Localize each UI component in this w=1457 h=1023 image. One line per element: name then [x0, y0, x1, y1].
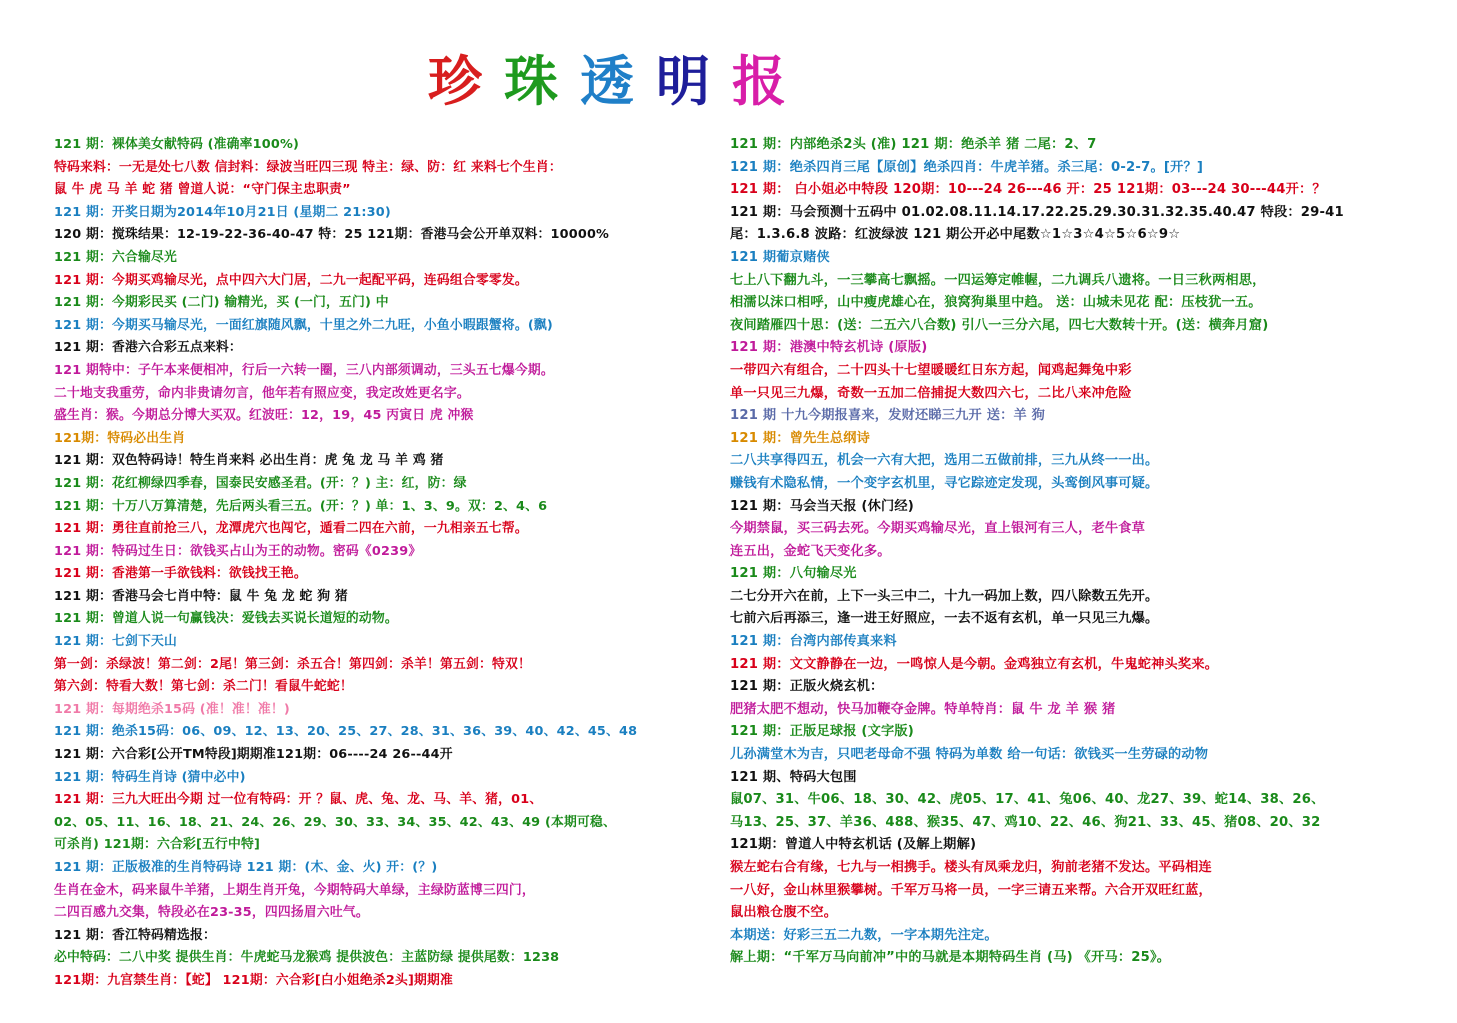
text-line: 121 期：六合输尽光 — [54, 249, 177, 265]
text-line: 单一只见三九爆，奇数一五加二倍捕捉大数四六七，二比八来冲危险 — [730, 385, 1132, 401]
text-line: 二十地支我重劳，命内非贵请勿言，他年若有照应变，我定改姓更名字。 — [54, 385, 470, 401]
text-line: 121 期：绝杀15码：06、09、12、13、20、25、27、28、31、36、39、40、42、45、48 — [54, 724, 638, 740]
text-line: 121 期特中：子午本来便相冲，行后一六转一圈，三八内部须调动，三头五七爆今期。 — [54, 362, 554, 378]
text-line: 121 期：香江特码精选报： — [54, 927, 216, 943]
text-line: 121 期：特码生肖诗 (猜中必中) — [54, 769, 246, 785]
title-char: 珍 — [428, 49, 482, 113]
text-line: 121 期：曾道人说一句赢钱决：爱钱去买说长道短的动物。 — [54, 611, 398, 627]
text-line: 121 期：香港六合彩五点来料： — [54, 340, 242, 356]
text-line: 连五出，金蛇飞天变化多。 — [730, 543, 891, 559]
text-line: 121 期：开奖日期为2014年10月21日 (星期二 21:30) — [54, 204, 391, 220]
text-line: 儿孙满堂木为吉，只吧老母命不强 特码为单数 给一句话：欲钱买一生劳碌的动物 — [730, 747, 1209, 763]
text-line: 121 期：十万八万算清楚，先后两头看三五。(开：？) 单：1、3、9。双：2、4、6 — [54, 498, 548, 514]
page-title — [428, 48, 808, 118]
text-line: 121 期：马会当天报 (休门经) — [730, 498, 915, 514]
text-line: 赚钱有术隐私情，一个变字玄机里，寻它踪迹定发现，头鸾倒风事可疑。 — [730, 475, 1159, 491]
text-line: 02、05、11、16、18、21、24、26、29、30、33、34、35、42、43、49 (本期可稳、 — [54, 814, 616, 830]
title-char: 明 — [656, 49, 710, 113]
text-line: 121 期：七剑下天山 — [54, 634, 177, 650]
text-line: 121 期葡京赌侠 — [730, 249, 830, 265]
text-line: 121 期：正版极准的生肖特码诗 121 期：(木、金、火) 开：(？) — [54, 860, 438, 875]
text-line: 121 期：双色特码诗！特生肖来料 必出生肖：虎 兔 龙 马 羊 鸡 猪 — [54, 453, 444, 469]
text-line: 121 期：正版火烧玄机： — [730, 679, 884, 695]
text-line: 二七分开六在前，上下一头三中二，十九一码加上数，四八除数五先开。 — [730, 588, 1159, 604]
text-line: 第一剑：杀绿波！第二剑：2尾！第三剑：杀五合！第四剑：杀羊！第五剑：特双！ — [54, 656, 531, 672]
text-line: 必中特码：二八中奖 提供生肖：牛虎蛇马龙猴鸡 提供波色：主蓝防绿 提供尾数：1238 — [54, 950, 560, 966]
text-line: 121 期：花红柳绿四季春，国泰民安感圣君。(开：？) 主：红，防：绿 — [54, 475, 467, 491]
text-line: 121 期：六合彩[公开TM特段]期期准121期：06----24 26--44开 — [54, 747, 453, 763]
text-line: 马13、25、37、羊36、488、猴35、47、鸡10、22、46、狗21、33、45、猪08、20、32 — [730, 814, 1321, 830]
text-line: 121 期：今期买鸡输尽光，点中四六大门居，二九一起配平码，连码组合零零发。 — [54, 272, 528, 288]
text-line: 121期：曾道人中特玄机话 (及解上期解) — [730, 837, 977, 853]
text-line: 121 期：绝杀四肖三尾【原创】绝杀四肖：牛虎羊猪。杀三尾：0-2-7。[开？] — [730, 159, 1204, 175]
text-line: 121 期：三九大旺出今期 过一位有特码：开 ？鼠、虎、兔、龙、马、羊、猪，01、 — [54, 792, 543, 808]
text-line: 121 期：勇往直前抢三八，龙潭虎穴也闯它，遁看二四在六前，一九相亲五七帮。 — [54, 521, 528, 537]
text-line: 可杀肖) 121期：六合彩[五行中特] — [54, 837, 261, 853]
text-line: 夜间踏雁四十思：(送：二五六八合数) 引八一三分六尾，四七大数转十开。(送：横奔月窟) — [730, 317, 1269, 333]
text-line: 鼠 牛 虎 马 羊 蛇 猪 曾道人说：“守门保主忠职责” — [54, 182, 351, 198]
text-line: 121 期：正版足球报 (文字版) — [730, 724, 915, 740]
text-line: 本期送：好彩三五二九数，一字本期先注定。 — [730, 927, 998, 943]
text-line: 一八好，金山林里猴攀树。千军万马将一员，一字三请五来帮。六合开双旺红蓝， — [730, 882, 1212, 898]
text-line: 121 期：今期买马输尽光，一面红旗随风飘，十里之外二九旺，小鱼小暇跟蟹将。(飘) — [54, 317, 553, 333]
text-line: 二八共享得四五，机会一六有大把，选用二五做前排，三九从终一一出。 — [730, 453, 1159, 469]
text-line: 121 期：马会预测十五码中 01.02.08.11.14.17.22.25.29.30.31.32.35.40.47 特段：29-41 — [730, 204, 1344, 220]
text-line: 121期：九宫禁生肖：【蛇】 121期：六合彩[白小姐绝杀2头]期期准 — [54, 972, 454, 988]
text-line: 121 期：每期绝杀15码 (准！准！准！) — [54, 701, 290, 717]
text-line: 鼠07、31、牛06、18、30、42、虎05、17、41、兔06、40、龙27、39、蛇14、38、26、 — [730, 792, 1325, 808]
text-line: 二四百感九交集，特段必在23-35，四四扬眉六吐气。 — [54, 905, 369, 921]
text-line: 121 期、特码大包围 — [730, 769, 857, 785]
text-line: 121期：特码必出生肖 — [54, 430, 186, 446]
text-line: 121 期：裸体美女献特码 (准确率100%) — [54, 137, 300, 152]
text-line: 七上八下翻九斗，一三攀高七飘摇。一四运筹定帷幄，二九调兵八遗将。一日三秋两相思， — [730, 272, 1266, 288]
text-line: 121 期 十九今期报喜来，发财还睇三九开 送：羊 狗 — [730, 408, 1046, 424]
text-line: 121 期：今期彩民买 (二门) 输精光，买 (一门，五门) 中 — [54, 295, 389, 311]
text-line: 生肖在金木，码来鼠牛羊猪，上期生肖开兔，今期特码大单绿，主绿防蓝博三四门， — [54, 882, 535, 898]
right-column — [730, 134, 1430, 970]
text-line: 121 期： 白小姐必中特段 120期：10---24 26---46 开：25 121期：03---24 30---44开：？ — [730, 182, 1326, 198]
title-char: 珠 — [504, 49, 558, 113]
text-line: 解上期：“千军万马向前冲”中的马就是本期特码生肖 (马) 《开马：25》。 — [730, 950, 1171, 966]
text-line: 120 期：搅珠结果：12-19-22-36-40-47 特：25 121期：香港马会公开单双料：10000% — [54, 227, 610, 243]
title-char: 报 — [732, 49, 786, 113]
text-line: 一带四六有组合，二十四头十七望暖暖红日东方起，闻鸡起舞兔中彩 — [730, 362, 1132, 378]
text-line: 特码来料：一无是处七八数 信封料：绿波当旺四三现 特主：绿、防：红 来料七个生肖： — [54, 159, 562, 175]
text-line: 鼠出粮仓腹不空。 — [730, 905, 838, 921]
text-line: 121 期：文文静静在一边，一鸣惊人是今朝。金鸡独立有玄机，牛鬼蛇神头奖来。 — [730, 656, 1219, 672]
text-line: 七前六后再添三，逢一进王好照应，一去不返有玄机，单一只见三九爆。 — [730, 611, 1159, 627]
text-line: 121 期：港澳中特玄机诗 (原版) — [730, 340, 928, 356]
text-line: 今期禁鼠，买三码去死。今期买鸡输尽光，直上银河有三人，老牛食草 — [730, 521, 1146, 537]
text-line: 121 期：台湾内部传真来料 — [730, 634, 897, 650]
text-line: 肥猪太肥不想动，快马加鞭夺金牌。特单特肖：鼠 牛 龙 羊 猴 猪 — [730, 701, 1116, 717]
text-line: 121 期：八句输尽光 — [730, 566, 857, 582]
text-line: 第六剑：特看大数！第七剑：杀二门！看鼠牛蛇蛇！ — [54, 679, 353, 695]
text-line: 相濡以沫口相呼，山中瘦虎雄心在，狼窝狗巢里中趋。 送：山城未见花 配：压枝犹一五。 — [730, 295, 1262, 311]
text-line: 121 期：特码过生日：欲钱买占山为王的动物。密码《0239》 — [54, 543, 422, 559]
title-char: 透 — [580, 49, 634, 113]
text-line: 尾：1.3.6.8 波路：红波绿波 121 期公开必中尾数☆1☆3☆4☆5☆6☆9☆ — [730, 227, 1181, 243]
text-line: 猴左蛇右合有缘，七九与一相携手。楼头有凤乘龙归，狗前老猪不发达。平码相连 — [730, 860, 1212, 875]
text-line: 121 期：香港马会七肖中特：鼠 牛 兔 龙 蛇 狗 猪 — [54, 588, 348, 604]
left-column — [54, 134, 704, 993]
text-line: 121 期：曾先生总纲诗 — [730, 430, 871, 446]
text-line: 盛生肖：猴。今期总分博大买双。红波旺：12，19，45 丙寅日 虎 冲猴 — [54, 408, 474, 424]
text-line: 121 期：香港第一手欲钱料：欲钱找王艳。 — [54, 566, 307, 582]
text-line: 121 期：内部绝杀2头 (准) 121 期：绝杀羊 猪 二尾：2、7 — [730, 137, 1097, 152]
